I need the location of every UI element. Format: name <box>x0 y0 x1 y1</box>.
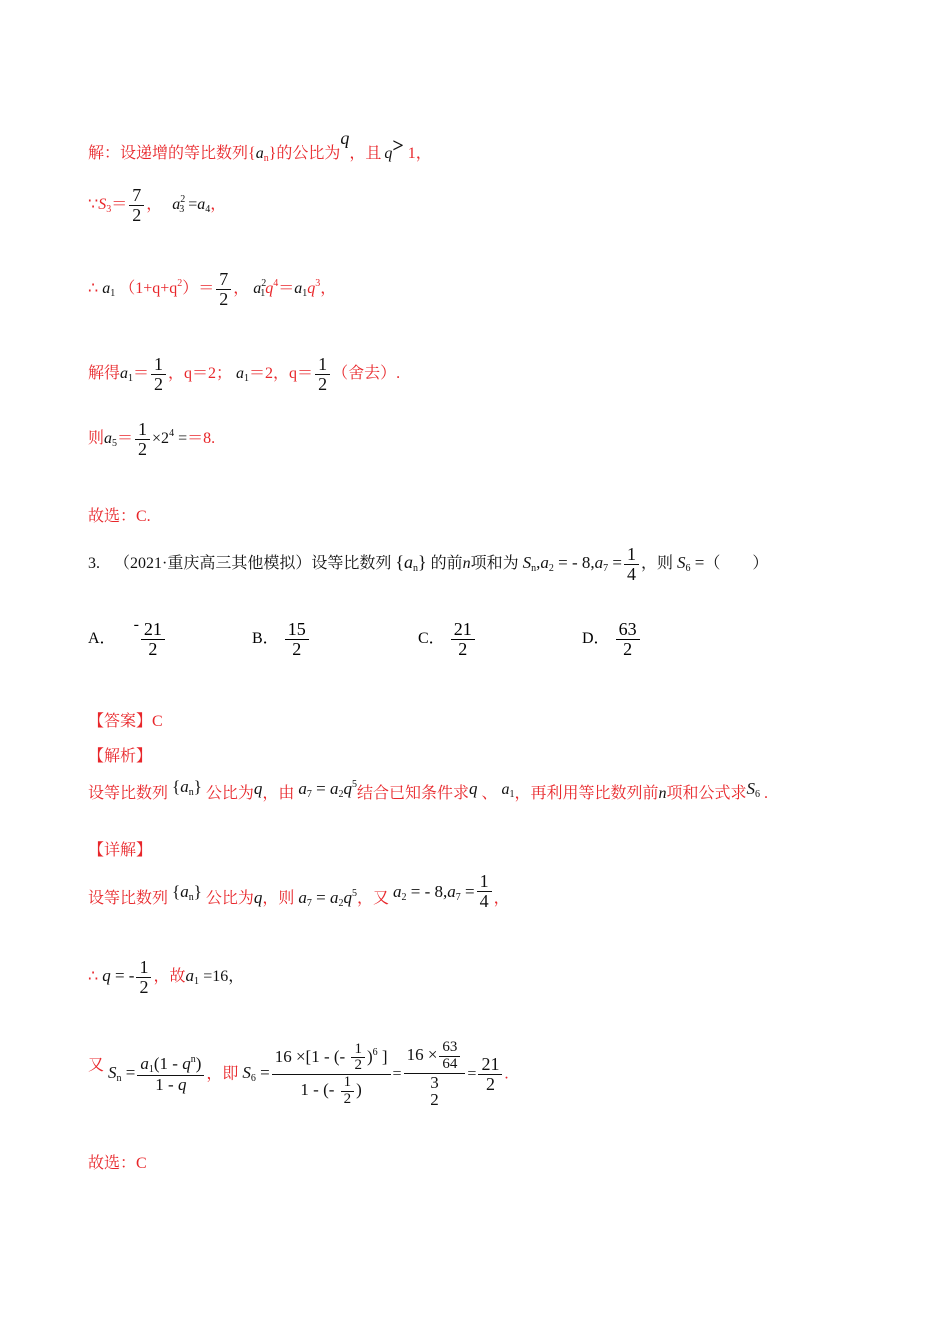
solution-line-1: 解：设递增的等比数列$\{a_n\}$的公比为q，且 q> 1， <box>88 128 432 164</box>
solution-line-3: ∴ $a_1$ $(1+q+q^2)=$ $\frac{7}{2}$ ， $a^2_1q^4=a_1q^3$， <box>88 269 337 309</box>
option-c[interactable]: C． $\frac{21}{2}$ <box>418 620 477 659</box>
option-a[interactable]: A． - $\frac{21}{2}$ <box>88 620 167 659</box>
detail-line-3: 又 $S_n$ = $\frac{a_1(1 - q^n)}{1 - q}$ ，即 $S_6$ = 16 ×[1 - (- $\frac{1}{2}$ )$^6$ ] 1 - (- $\frac{1}{2}$ ) = 16 × $\frac{63}{64}$ 3 2 = $\frac{21}{2}$ . <box>88 1039 509 1110</box>
detail-line-1: 设等比数列 $\{a_n\}$ 公比为q，则 $a_7 = a_2q^5$，又 $a_2$ = - $8,a_7$ = $\frac{1}{4}$ ， <box>88 871 510 911</box>
option-d[interactable]: D． $\frac{63}{2}$ <box>582 620 642 659</box>
answer-line: 【答案】C <box>88 713 163 730</box>
question-3: 3. （2021·重庆高三其他模拟）设等比数列 $\{a_n\}$ 的前n项和为 $S_n,a_2$ = - $8,a_7$ = $\frac{1}{4}$ ，则 $S_6$ =（ ） <box>88 544 769 584</box>
detail-line-2: ∴ q = - $\frac{1}{2}$ ，故$a_1 =16$， <box>88 957 245 997</box>
analysis-label: 【解析】 <box>88 748 153 765</box>
final-answer: 故选：C <box>88 1155 147 1172</box>
solution-line-2: $\because S_3=$ $\frac{7}{2}$ ， $a^2_3 =a_4$， <box>88 185 227 225</box>
detail-label: 【详解】 <box>88 842 153 859</box>
option-b[interactable]: B． $\frac{15}{2}$ <box>252 620 311 659</box>
analysis-text: 设等比数列 $\{a_n\}$ 公比为q，由 $a_7 = a_2q^5$结合已知条件求q 、 $a_1$，再利用等比数列前n项和公式求$S_6$ . <box>88 777 769 802</box>
solution-line-4: 解得$a_1=$ $\frac{1}{2}$ ，q＝2； $a_1=2$，q＝ $\frac{1}{2}$ （舍去）. <box>88 354 401 394</box>
solution-line-6: 故选：C. <box>88 508 151 525</box>
solution-line-5: 则$a_5=$ $\frac{1}{2}$ $\times 2^4 ==8$. <box>88 419 216 459</box>
